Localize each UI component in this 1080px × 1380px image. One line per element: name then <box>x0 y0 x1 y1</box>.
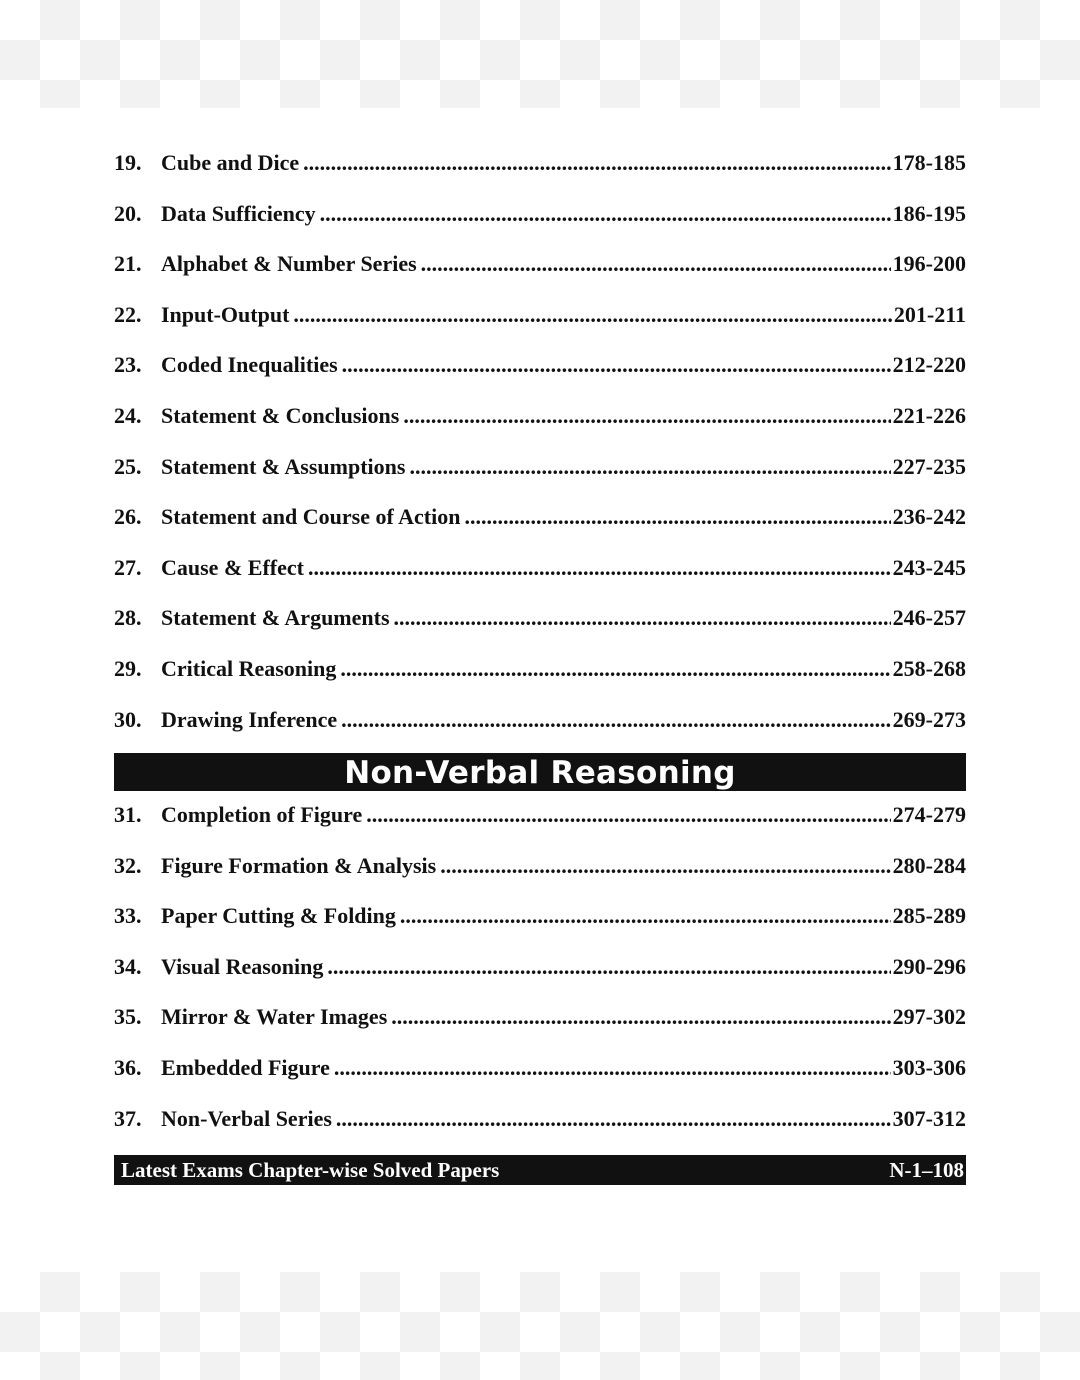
toc-entry[interactable] <box>114 841 966 892</box>
toc-entry-number: 19. <box>114 150 142 175</box>
toc-entry-number: 28. <box>114 605 142 631</box>
toc-entry-title: Non-Verbal Series <box>161 1105 332 1131</box>
leader-dots <box>342 340 891 391</box>
toc-entry-number: 24. <box>114 402 142 428</box>
toc-entry-title: Drawing Inference <box>161 706 338 732</box>
leader-dots <box>293 290 891 341</box>
toc-entry-number: 27. <box>114 554 142 580</box>
toc-entry-number: 34. <box>114 953 142 979</box>
toc-entry[interactable] <box>114 138 966 189</box>
toc-entry-pages: 285-289 <box>892 903 966 929</box>
leader-dots <box>320 189 891 240</box>
toc-entry-pages: 196-200 <box>892 251 966 277</box>
toc-entry-title: Paper Cutting & Folding <box>161 903 396 929</box>
toc-entry-title: Visual Reasoning <box>161 953 324 979</box>
toc-entry[interactable] <box>114 992 966 1043</box>
toc-entry-pages: 297-302 <box>892 1004 966 1030</box>
toc-entry-pages: 201-211 <box>893 301 966 327</box>
toc-entry-title: Completion of Figure <box>161 802 363 827</box>
toc-entry-title: Alphabet & Number Series <box>161 251 417 277</box>
leader-dots <box>464 492 890 543</box>
top-checker-pattern <box>0 0 1080 108</box>
toc-entry-pages: 221-226 <box>892 402 966 428</box>
toc-entry-pages: 236-242 <box>892 504 966 530</box>
leader-dots <box>327 942 890 993</box>
leader-dots <box>400 891 891 942</box>
leader-dots <box>394 593 891 644</box>
toc-entry-pages: 243-245 <box>892 554 966 580</box>
toc-entry[interactable] <box>114 189 966 240</box>
toc-entry-title: Cause & Effect <box>161 554 304 580</box>
toc-entry-pages: 274-279 <box>892 802 966 827</box>
toc-entry[interactable] <box>114 290 966 341</box>
toc-nonverbal-list <box>114 790 966 1144</box>
toc-entry-title: Data Sufficiency <box>161 200 316 226</box>
toc-entry[interactable] <box>114 391 966 442</box>
toc-entry-number: 31. <box>114 802 142 827</box>
leader-dots <box>308 543 891 594</box>
toc-verbal-list <box>114 138 966 745</box>
toc-entry-title: Critical Reasoning <box>161 655 337 681</box>
toc-entry-pages: 212-220 <box>892 352 966 378</box>
leader-dots <box>440 841 890 892</box>
leader-dots <box>341 695 891 746</box>
toc-entry[interactable] <box>114 543 966 594</box>
toc-entry-pages: 227-235 <box>892 453 966 479</box>
toc-entry[interactable] <box>114 492 966 543</box>
toc-entry-number: 36. <box>114 1054 142 1080</box>
toc-entry-pages: 307-312 <box>892 1105 966 1131</box>
toc-entry-title: Figure Formation & Analysis <box>161 852 437 878</box>
toc-entry-number: 35. <box>114 1004 142 1030</box>
toc-entry-pages: 186-195 <box>892 200 966 226</box>
toc-entry[interactable] <box>114 644 966 695</box>
leader-dots <box>303 138 891 189</box>
leader-dots <box>336 1094 891 1145</box>
toc-entry-pages: 303-306 <box>892 1054 966 1080</box>
leader-dots <box>409 442 890 493</box>
toc-entry-number: 25. <box>114 453 142 479</box>
toc-entry-title: Statement & Conclusions <box>161 402 400 428</box>
toc-entry-number: 20. <box>114 200 142 226</box>
toc-entry-number: 32. <box>114 852 142 878</box>
toc-entry-number: 23. <box>114 352 142 378</box>
leader-dots <box>421 239 891 290</box>
toc-entry-pages: 246-257 <box>892 605 966 631</box>
toc-entry-pages: 290-296 <box>892 953 966 979</box>
toc-entry-pages: 280-284 <box>892 852 966 878</box>
toc-entry[interactable] <box>114 239 966 290</box>
section-heading-non-verbal: Non-Verbal Reasoning <box>114 753 966 791</box>
toc-entry[interactable] <box>114 442 966 493</box>
toc-entry-title: Statement and Course of Action <box>161 504 461 530</box>
leader-dots <box>334 1043 891 1094</box>
toc-entry-title: Mirror & Water Images <box>161 1004 388 1030</box>
toc-entry-title: Embedded Figure <box>161 1054 330 1080</box>
toc-entry-title: Statement & Arguments <box>161 605 390 631</box>
bottom-checker-pattern <box>0 1272 1080 1380</box>
toc-entry-title: Coded Inequalities <box>161 352 338 378</box>
toc-entry-title: Statement & Assumptions <box>161 453 406 479</box>
toc-entry[interactable] <box>114 790 966 841</box>
toc-entry-number: 29. <box>114 655 142 681</box>
toc-entry-number: 21. <box>114 251 142 277</box>
toc-entry[interactable] <box>114 942 966 993</box>
footer-page-ref: N-1–108 <box>889 1157 964 1182</box>
toc-entry-number: 22. <box>114 301 142 327</box>
leader-dots <box>366 790 890 841</box>
toc-entry-pages: 258-268 <box>892 655 966 681</box>
toc-entry-number: 37. <box>114 1105 142 1131</box>
leader-dots <box>340 644 890 695</box>
toc-entry[interactable] <box>114 340 966 391</box>
toc-entry[interactable] <box>114 1043 966 1094</box>
toc-entry-number: 30. <box>114 706 142 732</box>
toc-entry-pages: 269-273 <box>892 706 966 732</box>
toc-entry-pages: 178-185 <box>892 150 966 175</box>
footer-title: Latest Exams Chapter-wise Solved Papers <box>121 1157 500 1182</box>
toc-entry[interactable] <box>114 1094 966 1145</box>
toc-entry-title: Cube and Dice <box>161 150 300 175</box>
leader-dots <box>391 992 890 1043</box>
toc-entry-number: 26. <box>114 504 142 530</box>
toc-entry-title: Input-Output <box>161 301 290 327</box>
footer-bar <box>114 1155 966 1185</box>
toc-entry[interactable] <box>114 593 966 644</box>
toc-entry[interactable] <box>114 891 966 942</box>
leader-dots <box>403 391 890 442</box>
toc-entry[interactable] <box>114 695 966 746</box>
toc-entry-number: 33. <box>114 903 142 929</box>
